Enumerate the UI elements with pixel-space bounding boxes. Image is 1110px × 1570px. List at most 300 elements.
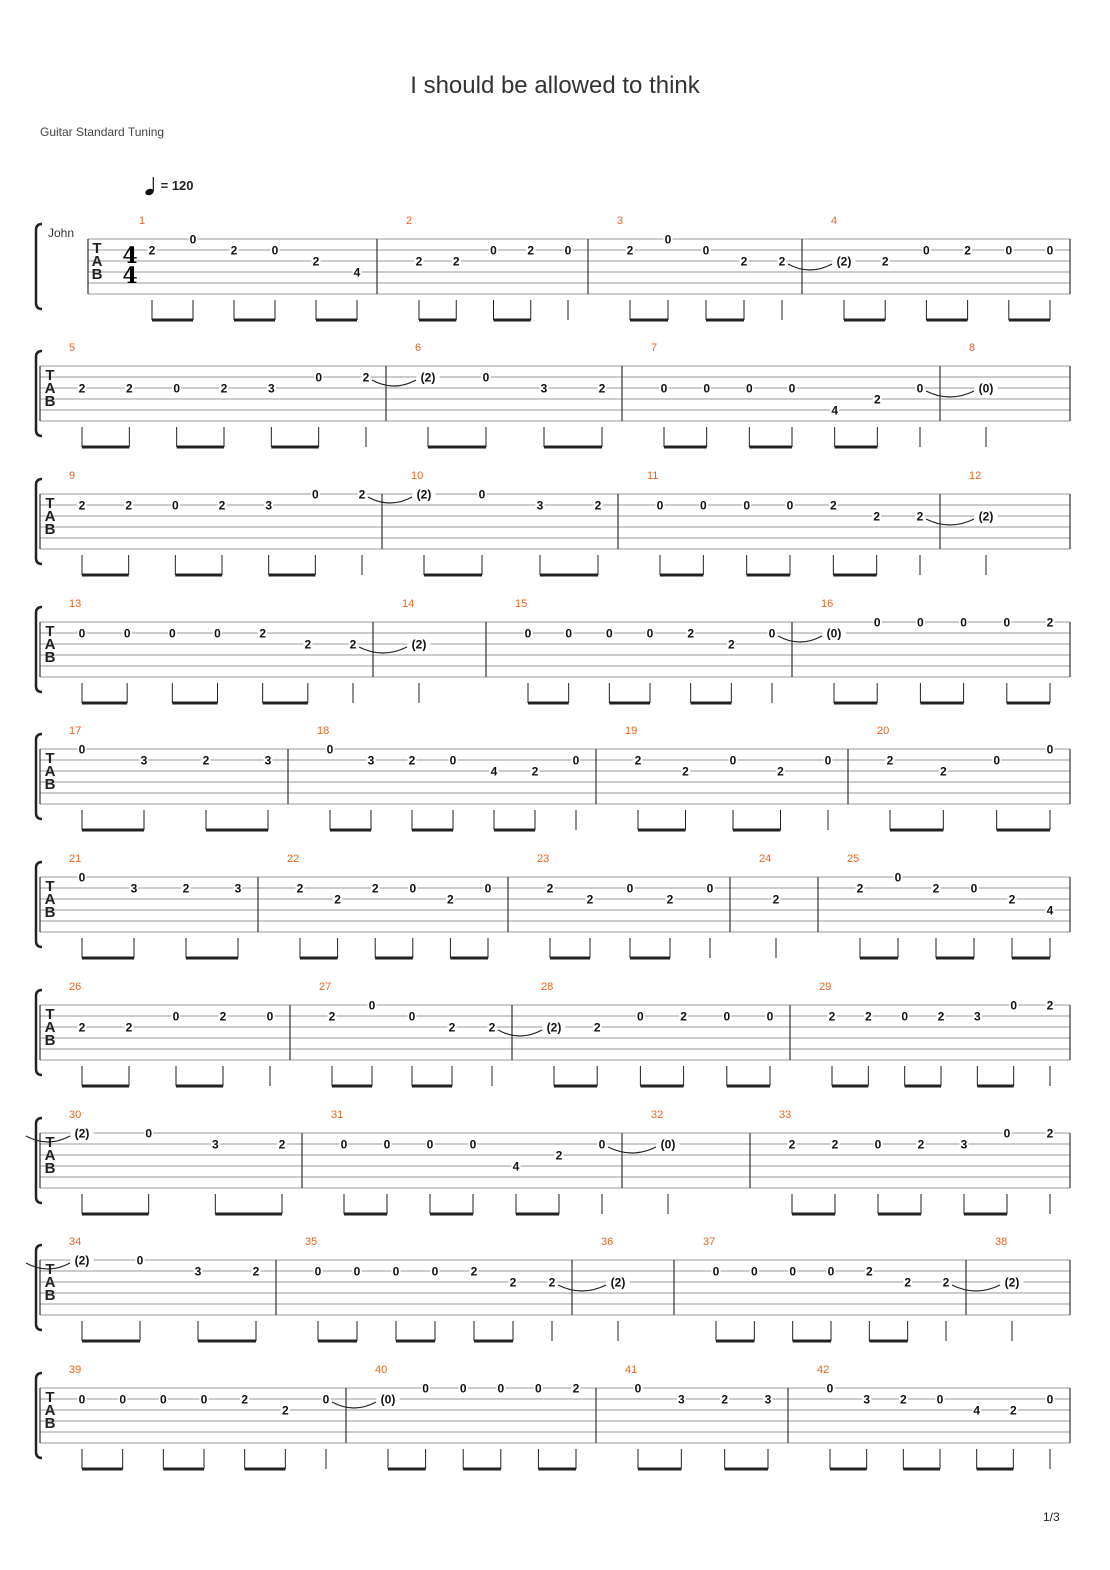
fret-number: 0: [271, 243, 279, 258]
fret-number: 2: [555, 1148, 563, 1163]
fret-number: (2): [416, 487, 432, 502]
fret-number: 0: [917, 615, 924, 630]
fret-number: 0: [723, 1009, 731, 1024]
fret-number: 0: [916, 381, 924, 396]
fret-number: 3: [140, 753, 148, 768]
fret-number: 0: [368, 998, 376, 1013]
fret-number: 2: [125, 1020, 133, 1035]
fret-number: 2: [634, 753, 642, 768]
fret-number: 0: [960, 615, 967, 630]
fret-number: 0: [901, 1009, 909, 1024]
system-bracket: [36, 990, 42, 1075]
fret-number: 0: [78, 870, 86, 885]
fret-number: 2: [548, 1275, 556, 1290]
fret-number: 0: [729, 753, 737, 768]
tab-system: [26, 1236, 1070, 1341]
measure-number: 28: [541, 981, 554, 993]
fret-number: 0: [923, 243, 930, 258]
tab-clef-letter: B: [44, 1415, 56, 1432]
fret-number: 0: [266, 1009, 274, 1024]
fret-number: 3: [234, 881, 242, 896]
fret-number: 2: [727, 637, 735, 652]
tab-clef-letter: B: [91, 266, 103, 283]
fret-number: 2: [937, 1009, 945, 1024]
fret-number: 3: [130, 881, 138, 896]
measure-number: 37: [703, 1236, 716, 1248]
measure-number: 31: [331, 1109, 344, 1121]
measure-number: 6: [415, 342, 422, 354]
fret-number: 0: [768, 626, 776, 641]
fret-number: 2: [1046, 1126, 1054, 1141]
system-bracket: [36, 862, 42, 947]
fret-number: 3: [536, 498, 544, 513]
fret-number: (2): [610, 1275, 626, 1290]
fret-number: 2: [334, 892, 341, 907]
fret-number: 4: [512, 1159, 520, 1174]
fret-number: 0: [449, 753, 457, 768]
fret-number: 0: [936, 1392, 944, 1407]
fret-number: 0: [409, 881, 417, 896]
tab-clef-letter: A: [44, 1274, 56, 1291]
measure-number: 34: [69, 1236, 82, 1248]
measure-number: 33: [779, 1109, 792, 1121]
fret-number: 0: [171, 498, 179, 513]
fret-number: 2: [828, 1009, 836, 1024]
fret-number: 0: [712, 1264, 720, 1279]
tab-system: [36, 853, 1070, 958]
measure-number: 38: [995, 1236, 1008, 1248]
fret-number: 2: [78, 381, 86, 396]
fret-number: 2: [873, 509, 881, 524]
fret-number: 2: [78, 498, 86, 513]
tab-clef-letter: B: [44, 776, 56, 793]
tie-arc: [608, 1147, 656, 1153]
fret-number: 2: [362, 370, 370, 385]
measure-number: 29: [819, 981, 832, 993]
fret-number: 2: [452, 254, 460, 269]
tab-system: [36, 342, 1070, 447]
fret-number: 0: [535, 1381, 542, 1396]
fret-number: 0: [788, 381, 796, 396]
fret-number: 0: [626, 881, 634, 896]
fret-number: 2: [777, 764, 784, 779]
fret-number: 0: [646, 626, 654, 641]
fret-number: 3: [960, 1137, 968, 1152]
measure-number: 22: [287, 853, 300, 865]
tie-arc: [498, 1030, 542, 1036]
tie-arc: [788, 264, 832, 270]
measure-number: 13: [69, 598, 82, 610]
fret-number: 2: [281, 1403, 289, 1418]
measure-number: 7: [651, 342, 658, 354]
fret-number: 0: [78, 626, 86, 641]
fret-number: 2: [829, 498, 837, 513]
fret-number: 0: [637, 1009, 644, 1024]
measure-number: 8: [969, 342, 976, 354]
tab-clef-letter: A: [44, 1019, 56, 1036]
fret-number: 0: [159, 1392, 167, 1407]
measure-number: 21: [69, 853, 82, 865]
fret-number: 2: [278, 1137, 286, 1152]
fret-number: 2: [527, 243, 535, 258]
tab-system: [36, 598, 1070, 703]
instrument-label: John: [48, 226, 75, 240]
fret-number: 0: [564, 243, 572, 258]
fret-number: 3: [764, 1392, 772, 1407]
fret-number: 2: [408, 753, 416, 768]
fret-number: (2): [411, 637, 427, 652]
fret-number: 0: [1005, 243, 1013, 258]
tab-system: [36, 725, 1070, 830]
fret-number: 0: [702, 243, 710, 258]
measure-number: 32: [651, 1109, 664, 1121]
fret-number: 0: [311, 487, 319, 502]
fret-number: 2: [916, 509, 924, 524]
tab-clef-letter: A: [91, 253, 103, 270]
measure-number: 4: [831, 215, 838, 227]
fret-number: 0: [168, 626, 176, 641]
fret-number: 0: [484, 881, 492, 896]
fret-number: 0: [189, 232, 197, 247]
fret-number: 4: [1046, 903, 1054, 918]
fret-number: 0: [408, 1009, 416, 1024]
fret-number: 0: [119, 1392, 127, 1407]
fret-number: 3: [863, 1392, 871, 1407]
measure-number: 39: [69, 1364, 82, 1376]
fret-number: 2: [942, 1275, 950, 1290]
fret-number: 2: [594, 498, 602, 513]
fret-number: 3: [267, 381, 275, 396]
fret-number: 0: [145, 1126, 153, 1141]
measure-number: 16: [821, 598, 834, 610]
fret-number: 3: [264, 753, 272, 768]
fret-number: 2: [904, 1275, 912, 1290]
fret-number: 0: [315, 370, 323, 385]
fret-number: 0: [874, 1137, 882, 1152]
fret-number: (2): [836, 254, 852, 269]
tab-clef-letter: B: [44, 649, 56, 666]
fret-number: 0: [322, 1392, 330, 1407]
fret-number: 0: [431, 1264, 439, 1279]
system-bracket: [36, 607, 42, 692]
fret-number: 0: [743, 498, 751, 513]
fret-number: 2: [470, 1264, 478, 1279]
fret-number: 0: [78, 1392, 86, 1407]
fret-number: 2: [881, 254, 889, 269]
fret-number: 2: [125, 381, 133, 396]
fret-number: 2: [572, 1381, 580, 1396]
measure-number: 40: [375, 1364, 388, 1376]
fret-number: 2: [772, 892, 780, 907]
measure-number: 1: [139, 215, 146, 227]
fret-number: 2: [939, 764, 947, 779]
fret-number: 0: [1003, 615, 1011, 630]
fret-number: 3: [265, 498, 273, 513]
fret-number: 0: [478, 487, 486, 502]
fret-number: 2: [721, 1392, 729, 1407]
tie-arc: [372, 380, 416, 386]
fret-number: 2: [447, 892, 454, 907]
fret-number: 0: [459, 1381, 467, 1396]
tab-clef-letter: B: [44, 521, 56, 538]
fret-number: (2): [74, 1253, 90, 1268]
fret-number: 2: [899, 1392, 907, 1407]
fret-number: (0): [660, 1137, 676, 1152]
tab-clef-letter: A: [44, 1402, 56, 1419]
tab-clef-letter: T: [45, 1389, 55, 1406]
fret-number: 0: [1003, 1126, 1011, 1141]
fret-number: 2: [296, 881, 304, 896]
tie-arc: [926, 391, 974, 397]
fret-number: 4: [353, 265, 361, 280]
fret-number: 2: [220, 381, 228, 396]
fret-number: 2: [917, 1137, 925, 1152]
tab-system: [36, 215, 1070, 320]
fret-number: 2: [1046, 615, 1054, 630]
tab-clef-letter: B: [44, 904, 56, 921]
tie-arc: [926, 519, 974, 525]
fret-number: 2: [680, 1009, 687, 1024]
tie-arc: [332, 1402, 376, 1408]
fret-number: 2: [864, 1009, 872, 1024]
fret-number: 2: [593, 1020, 601, 1035]
fret-number: (0): [380, 1392, 396, 1407]
fret-number: 2: [304, 637, 312, 652]
fret-number: 2: [778, 254, 786, 269]
tab-system: [36, 981, 1070, 1086]
fret-number: 3: [677, 1392, 685, 1407]
tab-clef-letter: T: [45, 623, 55, 640]
fret-number: 0: [490, 243, 497, 258]
fret-number: 2: [78, 1020, 86, 1035]
fret-number: 3: [194, 1264, 202, 1279]
fret-number: (2): [1004, 1275, 1020, 1290]
fret-number: 0: [745, 381, 753, 396]
fret-number: (2): [546, 1020, 562, 1035]
fret-number: 0: [314, 1264, 322, 1279]
fret-number: 0: [353, 1264, 361, 1279]
fret-number: 4: [831, 403, 839, 418]
fret-number: 0: [993, 753, 1001, 768]
measure-number: 3: [617, 215, 624, 227]
fret-number: 0: [572, 753, 580, 768]
measure-number: 15: [515, 598, 528, 610]
fret-number: 2: [1009, 1403, 1017, 1418]
fret-number: 2: [448, 1020, 456, 1035]
time-signature-bottom: 4: [122, 263, 138, 289]
measure-number: 20: [877, 725, 890, 737]
fret-number: 0: [766, 1009, 774, 1024]
fret-number: 0: [706, 881, 714, 896]
fret-number: 3: [367, 753, 375, 768]
measure-number: 19: [625, 725, 638, 737]
measure-number: 10: [411, 470, 424, 482]
tuning-label: Guitar Standard Tuning: [40, 125, 165, 139]
tab-clef-letter: B: [44, 1032, 56, 1049]
fret-number: (0): [978, 381, 994, 396]
fret-number: 2: [1046, 998, 1054, 1013]
fret-number: 0: [565, 626, 573, 641]
fret-number: 3: [211, 1137, 219, 1152]
measure-number: 36: [601, 1236, 614, 1248]
fret-number: 0: [383, 1137, 391, 1152]
fret-number: (2): [74, 1126, 90, 1141]
measure-number: 26: [69, 981, 82, 993]
tab-clef-letter: B: [44, 1287, 56, 1304]
tab-clef-letter: T: [45, 878, 55, 895]
fret-number: 0: [970, 881, 978, 896]
fret-number: 0: [894, 870, 902, 885]
fret-number: 2: [252, 1264, 260, 1279]
tab-clef-letter: T: [92, 240, 102, 257]
system-bracket: [36, 351, 42, 436]
fret-number: 2: [358, 487, 366, 502]
fret-number: 0: [340, 1137, 348, 1152]
tab-clef-letter: B: [44, 1160, 56, 1177]
fret-number: 2: [219, 1009, 227, 1024]
fret-number: 2: [509, 1275, 517, 1290]
tab-clef-letter: T: [45, 367, 55, 384]
fret-number: 0: [172, 1009, 180, 1024]
fret-number: 2: [626, 243, 634, 258]
fret-number: 0: [392, 1264, 400, 1279]
fret-number: 2: [598, 381, 606, 396]
fret-number: 0: [173, 381, 181, 396]
tab-clef-letter: A: [44, 508, 56, 525]
tab-clef-letter: A: [44, 891, 56, 908]
system-bracket: [36, 479, 42, 564]
fret-number: 2: [125, 498, 133, 513]
fret-number: 2: [349, 637, 357, 652]
fret-number: 2: [865, 1264, 873, 1279]
fret-number: 0: [326, 742, 334, 757]
fret-number: 0: [1046, 742, 1054, 757]
fret-number: 0: [469, 1137, 477, 1152]
tab-clef-letter: B: [44, 393, 56, 410]
tie-arc: [359, 647, 407, 653]
measure-number: 12: [969, 470, 982, 482]
fret-number: 2: [1008, 892, 1016, 907]
score-title: I should be allowed to think: [410, 72, 700, 99]
fret-number: 0: [482, 370, 490, 385]
fret-number: 0: [200, 1392, 208, 1407]
measure-number: 18: [317, 725, 330, 737]
measure-number: 9: [69, 470, 76, 482]
fret-number: 0: [605, 626, 613, 641]
page-number: 1/3: [1043, 1510, 1060, 1524]
fret-number: 0: [1046, 243, 1054, 258]
tab-clef-letter: A: [44, 1147, 56, 1164]
measure-number: 41: [625, 1364, 638, 1376]
fret-number: 2: [682, 764, 689, 779]
measure-number: 42: [817, 1364, 830, 1376]
fret-number: 2: [488, 1020, 496, 1035]
fret-number: 0: [598, 1137, 606, 1152]
tab-clef-letter: T: [45, 495, 55, 512]
fret-number: 2: [873, 392, 881, 407]
system-bracket: [36, 734, 42, 819]
time-signature-top: 4: [122, 243, 138, 269]
measure-number: 25: [847, 853, 860, 865]
measure-number: 17: [69, 725, 82, 737]
measure-number: 5: [69, 342, 76, 354]
fret-number: 0: [827, 1264, 835, 1279]
system-bracket: [36, 224, 42, 309]
fret-number: 0: [123, 626, 131, 641]
tab-clef-letter: A: [44, 636, 56, 653]
system-bracket: [36, 1373, 42, 1458]
tie-arc: [778, 636, 822, 642]
fret-number: 0: [422, 1381, 429, 1396]
fret-number: (2): [420, 370, 436, 385]
fret-number: 2: [740, 254, 748, 269]
measure-number: 2: [406, 215, 413, 227]
tie-arc: [368, 497, 412, 503]
tab-clef-letter: A: [44, 763, 56, 780]
measure-number: 14: [402, 598, 415, 610]
fret-number: 2: [831, 1137, 839, 1152]
measure-number: 27: [319, 981, 332, 993]
fret-number: 2: [241, 1392, 249, 1407]
fret-number: 0: [214, 626, 221, 641]
fret-number: 2: [788, 1137, 796, 1152]
fret-number: 2: [230, 243, 238, 258]
fret-number: 0: [656, 498, 664, 513]
tie-arc: [952, 1285, 1000, 1291]
fret-number: (0): [826, 626, 842, 641]
fret-number: 2: [415, 254, 423, 269]
system-bracket: [36, 1118, 42, 1203]
fret-number: 2: [932, 881, 940, 896]
fret-number: 2: [328, 1009, 336, 1024]
measure-number: 23: [537, 853, 550, 865]
fret-number: 2: [531, 764, 539, 779]
tab-system: [26, 1109, 1070, 1214]
tab-clef-letter: T: [45, 1006, 55, 1023]
fret-number: 4: [973, 1403, 981, 1418]
fret-number: 0: [826, 1381, 834, 1396]
fret-number: 2: [312, 254, 320, 269]
measure-number: 35: [305, 1236, 318, 1248]
fret-number: 0: [497, 1381, 505, 1396]
fret-number: 2: [182, 881, 190, 896]
fret-number: 3: [540, 381, 548, 396]
measure-number: 24: [759, 853, 772, 865]
fret-number: 0: [703, 381, 711, 396]
fret-number: 2: [687, 626, 695, 641]
tie-arc: [558, 1285, 606, 1291]
fret-number: 2: [259, 626, 267, 641]
fret-number: 2: [666, 892, 674, 907]
fret-number: 4: [490, 764, 498, 779]
tab-clef-letter: T: [45, 750, 55, 767]
fret-number: 0: [750, 1264, 758, 1279]
fret-number: 0: [664, 232, 672, 247]
fret-number: 0: [78, 742, 86, 757]
fret-number: 2: [148, 243, 156, 258]
fret-number: 0: [1046, 1392, 1054, 1407]
measure-number: 11: [647, 470, 659, 482]
fret-number: 2: [586, 892, 594, 907]
fret-number: 0: [426, 1137, 434, 1152]
fret-number: 0: [660, 381, 668, 396]
tab-clef-letter: T: [45, 1261, 55, 1278]
fret-number: 3: [973, 1009, 981, 1024]
fret-number: 2: [886, 753, 894, 768]
fret-number: 0: [634, 1381, 642, 1396]
fret-number: 2: [964, 243, 971, 258]
fret-number: 2: [218, 498, 226, 513]
